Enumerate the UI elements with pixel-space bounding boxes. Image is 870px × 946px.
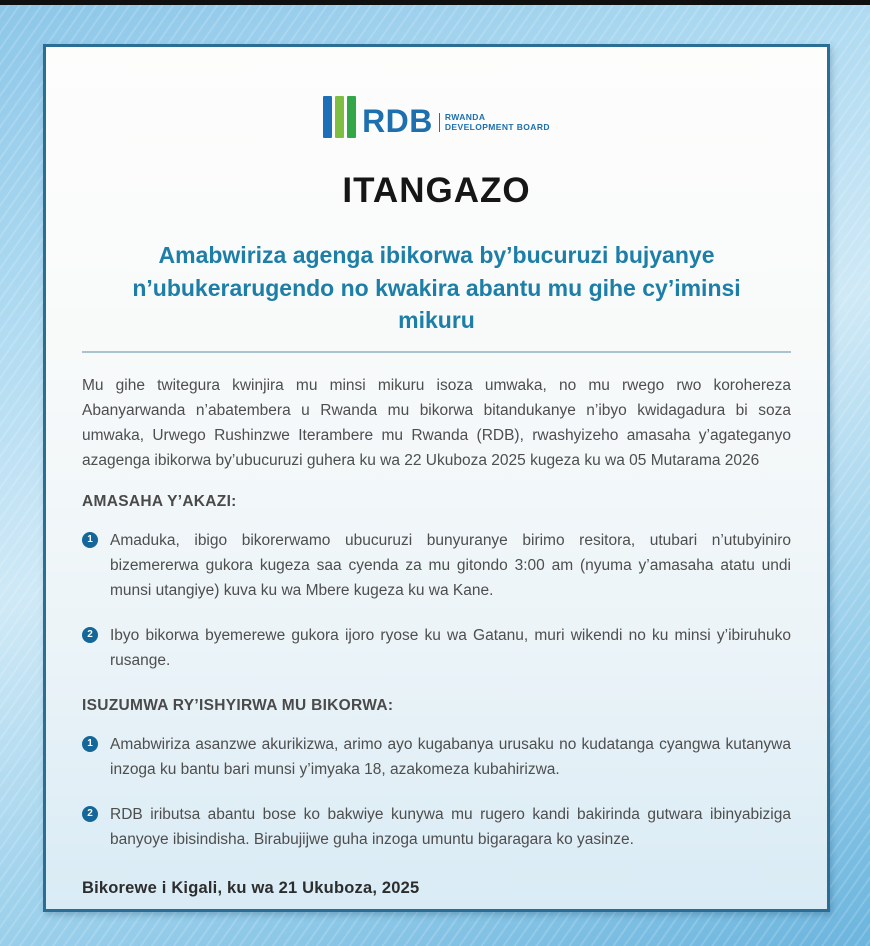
rdb-wordmark-line1: RWANDA: [444, 111, 486, 122]
announcement-subtitle: Amabwiriza agenga ibikorwa by’bucuruzi bujyanye n’ubukerarugendo no kwakira abantu mu gihe cy’iminsi mikuru: [132, 242, 741, 334]
list-item-text: Amabwiriza asanzwe akurikizwa, arimo ayo kugabanya urusaku no kudatanga cyangwa kutanywa inzoga ku bantu bari munsi y’imyaka 18, azakomeza kubahirizwa.: [110, 736, 791, 779]
section-heading-working-hours: AMASAHA Y’AKAZI:: [82, 493, 237, 511]
section-heading-enforcement: ISUZUMWA RY’ISHYIRWA MU BIKORWA:: [82, 697, 394, 715]
logo-bar-green-dark: [347, 96, 356, 138]
logo-bar-blue: [323, 96, 332, 138]
announcement-card: [43, 44, 830, 912]
intro-paragraph: Mu gihe twitegura kwinjira mu minsi mikuru isoza umwaka, no mu rwego rwo korohereza Abanyarwanda n’abatembera u Rwanda mu bikorwa bitandukanye n’ibyo kwidagadura bi soza umwaka, Urwego Rushinzwe Iterambere mu Rwanda (RDB), rwashyizeho amasaha y’agateganyo azagenga ibikorwa by’ubucuruzi guhera ku wa 22 Ukuboza 2025 kugeza ku wa 05 Mutarama 2026: [82, 376, 791, 470]
number-badge: 2: [82, 627, 98, 643]
list-item: [82, 733, 791, 783]
subtitle-divider: [82, 351, 791, 353]
list-item: [82, 803, 791, 853]
number-badge: 2: [82, 806, 98, 822]
number-badge: 1: [82, 532, 98, 548]
rdb-logo-wordmark: [439, 113, 550, 132]
list-item: [82, 529, 791, 603]
list-item-text: Ibyo bikorwa byemerewe gukora ijoro ryose ku wa Gatanu, muri wikendi no ku minsi y’ibiruhuko rusange.: [110, 626, 791, 669]
rdb-logo: [82, 93, 791, 141]
page-title: ITANGAZO: [342, 171, 531, 210]
rdb-logo-acronym: RDB: [362, 103, 433, 139]
footer-dateline: Bikorewe i Kigali, ku wa 21 Ukuboza, 2025: [82, 878, 420, 897]
list-item: [82, 624, 791, 674]
logo-bar-green-light: [335, 96, 344, 138]
list-item-text: RDB iributsa abantu bose ko bakwiye kunywa mu rugero kandi bakirinda gutwara ibinyabiziga banyoye ibisindisha. Birabujijwe guha inzoga umuntu bigaragara ko yasinze.: [110, 805, 791, 848]
number-badge: 1: [82, 736, 98, 752]
list-item-text: Amaduka, ibigo bikorerwamo ubucuruzi bunyuranye birimo resitora, utubari n’utubyiniro bizemererwa gukora kugeza saa cyenda za mu gitondo 3:00 am (nyuma y’amasaha atatu undi munsi utangiye) kuva ku wa Mbere kugeza ku wa Kane.: [110, 532, 791, 599]
rdb-logo-bars-icon: [323, 96, 356, 138]
top-black-bar: [0, 0, 870, 5]
rdb-wordmark-line2: DEVELOPMENT BOARD: [444, 122, 550, 132]
